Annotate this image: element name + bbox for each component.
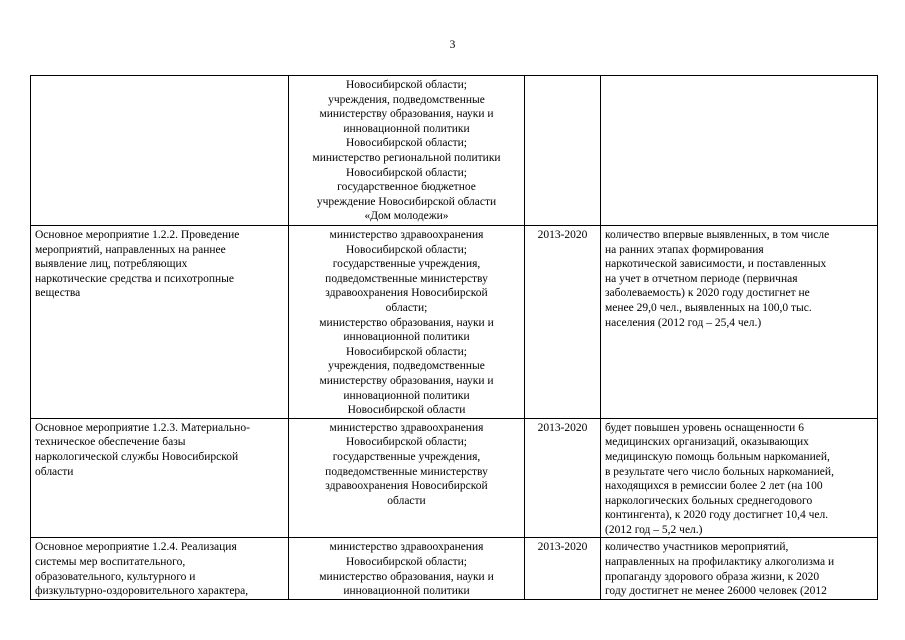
- text-line: мероприятий, направленных на раннее: [35, 243, 226, 256]
- text-line: области: [387, 494, 426, 507]
- text-line: количество участников мероприятий,: [605, 541, 789, 554]
- text-line: Новосибирской области;: [346, 243, 467, 256]
- period-cell: 2013-2020: [525, 418, 601, 538]
- text-line: наркотические средства и психотропные: [35, 272, 234, 285]
- text-line: учреждение Новосибирской области: [316, 195, 497, 208]
- result-cell: [601, 76, 878, 226]
- executors-cell: [289, 76, 525, 226]
- text-line: наркологических больных среднегодового: [605, 494, 813, 507]
- text-line: заболеваемость) к 2020 году достигнет не: [605, 287, 810, 300]
- text-line: инновационной политики: [343, 585, 470, 598]
- text-line: системы мер воспитательного,: [35, 556, 186, 569]
- text-line: выявление лиц, потребляющих: [35, 258, 188, 271]
- text-line: будет повышен уровень оснащенности 6: [605, 421, 804, 434]
- text-line: Новосибирской области: [347, 404, 466, 417]
- period-cell: 2013-2020: [525, 226, 601, 419]
- text-line: пропаганду здорового образа жизни, к 2020: [605, 570, 820, 583]
- text-line: министерство здравоохранения: [329, 541, 484, 554]
- text-line: Новосибирской области;: [346, 436, 467, 449]
- event-cell: [31, 226, 289, 419]
- text-line: области: [35, 465, 74, 478]
- text-line: направленных на профилактику алкоголизма и: [605, 556, 835, 569]
- table-row: [31, 76, 878, 226]
- text-line: техническое обеспечение базы: [35, 436, 186, 449]
- event-cell: [31, 418, 289, 538]
- text-line: (2012 год – 5,2 чел.): [605, 523, 703, 536]
- text-line: наркотической зависимости, и поставленных: [605, 258, 827, 271]
- text-line: Основное мероприятие 1.2.2. Проведение: [35, 229, 240, 241]
- text-line: подведомственные министерству: [325, 272, 488, 285]
- text-line: Новосибирской области;: [346, 79, 467, 91]
- text-line: контингента), к 2020 году достигнет 10,4 чел.: [605, 509, 829, 522]
- result-cell: [601, 418, 878, 538]
- text-line: количество впервые выявленных, в том числе: [605, 229, 830, 241]
- text-line: менее 29,0 чел., выявленных на 100,0 тыс.: [605, 301, 812, 314]
- text-line: министерство региональной политики: [312, 151, 501, 164]
- text-line: министерство образования, науки и: [319, 316, 494, 329]
- text-line: здравоохранения Новосибирской: [325, 480, 488, 493]
- text-line: учреждения, подведомственные: [328, 360, 485, 373]
- text-line: министерство здравоохранения: [329, 421, 484, 434]
- text-line: находящихся в ремиссии более 2 лет (на 100: [605, 480, 823, 493]
- text-line: «Дом молодежи»: [364, 210, 449, 223]
- executors-cell: [289, 538, 525, 599]
- text-line: вещества: [35, 287, 81, 300]
- text-line: Новосибирской области;: [346, 137, 467, 150]
- text-line: году достигнет не менее 26000 человек (2012: [605, 585, 827, 598]
- text-line: инновационной политики: [343, 389, 470, 402]
- table-row: [31, 418, 878, 538]
- text-line: Основное мероприятие 1.2.4. Реализация: [35, 541, 237, 554]
- text-line: учреждения, подведомственные: [328, 93, 485, 106]
- text-line: министерство образования, науки и: [319, 570, 494, 583]
- text-line: в результате чего число больных наркоманией,: [605, 465, 834, 478]
- period-cell: 2013-2020: [525, 538, 601, 599]
- text-line: медицинскую помощь больным наркоманией,: [605, 450, 830, 463]
- text-line: наркологической службы Новосибирской: [35, 450, 239, 463]
- text-line: государственные учреждения,: [332, 450, 481, 463]
- text-line: Новосибирской области;: [346, 166, 467, 179]
- text-line: государственное бюджетное: [337, 181, 476, 194]
- text-line: инновационной политики: [343, 331, 470, 344]
- text-line: министерство здравоохранения: [329, 229, 484, 241]
- period-cell: [525, 76, 601, 226]
- text-line: образовательного, культурного и: [35, 570, 196, 583]
- measures-table: [30, 75, 878, 600]
- text-line: на учет в отчетном периоде (первичная: [605, 272, 798, 285]
- text-line: области;: [385, 301, 428, 314]
- text-line: подведомственные министерству: [325, 465, 488, 478]
- text-line: инновационной политики: [343, 122, 470, 135]
- event-cell: [31, 76, 289, 226]
- text-line: министерству образования, науки и: [319, 374, 494, 387]
- table-row: [31, 226, 878, 419]
- text-line: на ранних этапах формирования: [605, 243, 764, 256]
- text-line: физкультурно-оздоровительного характера,: [35, 585, 249, 598]
- text-line: здравоохранения Новосибирской: [325, 287, 488, 300]
- text-line: населения (2012 год – 25,4 чел.): [605, 316, 762, 329]
- page-number: 3: [449, 39, 456, 51]
- result-cell: [601, 538, 878, 599]
- executors-cell: [289, 418, 525, 538]
- executors-cell: [289, 226, 525, 419]
- event-cell: [31, 538, 289, 599]
- text-line: министерству образования, науки и: [319, 108, 494, 121]
- text-line: Новосибирской области;: [346, 556, 467, 569]
- text-line: государственные учреждения,: [332, 258, 481, 271]
- result-cell: [601, 226, 878, 419]
- text-line: Новосибирской области;: [346, 345, 467, 358]
- text-line: Основное мероприятие 1.2.3. Материально-: [35, 421, 250, 434]
- text-line: медицинских организаций, оказывающих: [605, 436, 809, 449]
- table-row: [31, 538, 878, 599]
